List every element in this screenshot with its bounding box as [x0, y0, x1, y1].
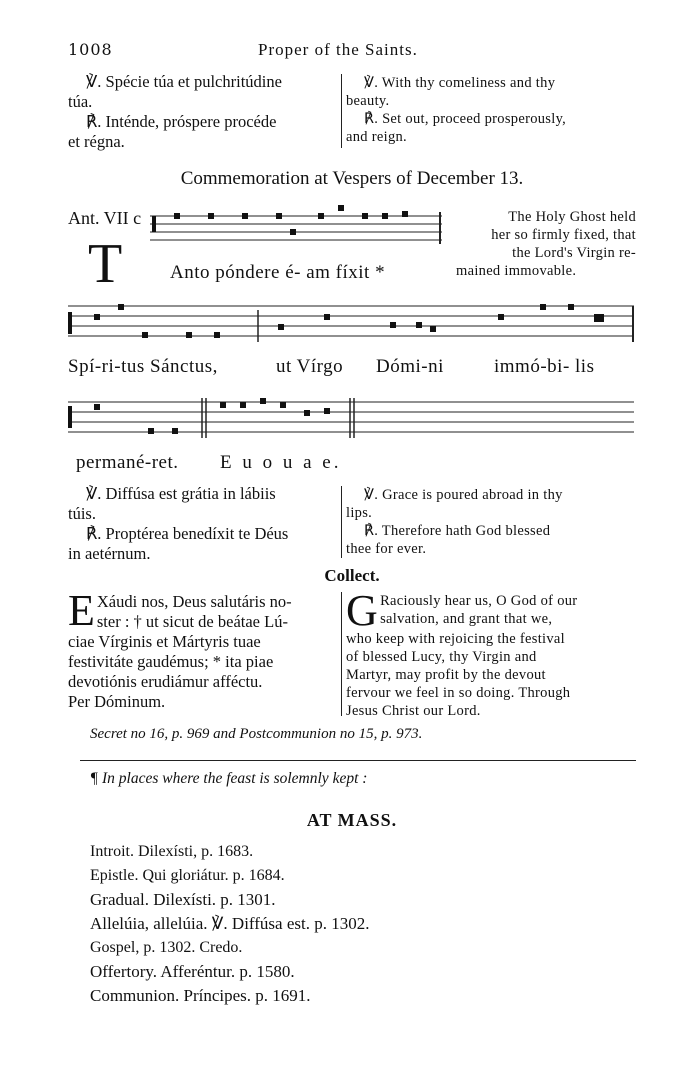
versicle1-english-line: ℟. Set out, proceed prosperously,	[364, 111, 567, 127]
euouae: E u o u a e.	[220, 452, 342, 473]
column-divider	[341, 74, 342, 148]
chant-syllables: Dómi-ni	[376, 356, 444, 377]
collect-latin-line: Per Dóminum.	[68, 692, 166, 711]
collect-latin-line: ciae Vírginis et Mártyris tuae	[68, 632, 261, 651]
page-header	[68, 40, 636, 66]
antiphon-translation	[456, 208, 636, 280]
versicle1-latin-line: ℟. Inténde, próspere procéde	[86, 112, 277, 131]
collect-english-initial: G	[346, 586, 379, 635]
collect-latin	[68, 586, 336, 712]
secret-reference: Secret no 16, p. 969 and Postcommunion no 15, p. 973.	[90, 726, 423, 742]
collect-english-line: who keep with rejoicing the festival	[346, 631, 565, 647]
antiphon-label: Ant. VII c	[68, 208, 142, 228]
versicle1-latin-line: túa.	[68, 92, 93, 111]
translation-line: the Lord's Virgin re-	[512, 245, 636, 261]
chant-syllables: immó-bi- lis	[494, 356, 595, 377]
collect-latin-line: devotiónis erudiámur afféctu.	[68, 672, 263, 691]
versicle2-latin-line: ℟. Proptérea benedíxit te Déus	[86, 524, 289, 543]
versicle2-english-line: ℟. Therefore hath God blessed	[364, 523, 551, 539]
collect-english-line: of blessed Lucy, thy Virgin and	[346, 649, 537, 665]
page-number: 1008	[68, 40, 113, 59]
antiphon-text-line3	[76, 452, 376, 478]
mass-propers-list	[90, 840, 636, 1008]
rubric: ¶ In places where the feast is solemnly kept :	[90, 770, 368, 787]
versicle1-english-line: ℣. With thy comeliness and thy	[364, 75, 556, 91]
versicle1-english	[346, 74, 634, 146]
versicle2-english-line: thee for ever.	[346, 541, 427, 557]
chant-staff-3	[68, 396, 636, 446]
versicle1-latin-line: et régna.	[68, 132, 125, 151]
mass-item-introit: Introit. Dilexísti, p. 1683.	[90, 843, 254, 860]
mass-item-gradual: Gradual. Dilexísti. p. 1301.	[90, 890, 276, 909]
versicle2-english-line: ℣. Grace is poured abroad in thy	[364, 487, 563, 503]
collect-latin-line: festivitáte gaudémus; * ita piae	[68, 652, 274, 671]
collect-title: Collect.	[324, 566, 380, 585]
versicle2-english-line: lips.	[346, 505, 373, 521]
collect-english-line: Jesus Christ our Lord.	[346, 703, 481, 719]
chant-syllables: Spí-ri-tus Sánctus,	[68, 356, 218, 377]
collect-english-line: Martyr, may profit by the devout	[346, 667, 546, 683]
collect-english-line: fervour we feel in so doing. Through	[346, 685, 571, 701]
versicle1-latin	[68, 72, 336, 152]
collect-english	[346, 586, 636, 720]
mass-item-communion: Communion. Príncipes. p. 1691.	[90, 986, 311, 1005]
divider-rule	[80, 760, 636, 761]
running-title: Proper of the Saints.	[258, 40, 418, 59]
versicle2-latin-line: túis.	[68, 504, 96, 523]
antiphon-text-line2	[68, 356, 636, 382]
mass-item-alleluia: Allelúia, allelúia. ℣. Diffúsa est. p. 1302.	[90, 914, 370, 933]
translation-line: her so firmly fixed, that	[491, 227, 636, 243]
chant-syllables: ut Vírgo	[276, 356, 344, 377]
commemoration-title: Commemoration at Vespers of December 13.	[180, 168, 524, 189]
translation-line: mained immovable.	[456, 263, 577, 279]
versicle1-english-line: and reign.	[346, 129, 407, 145]
collect-latin-line: ster : † ut sicut de beátae Lú-	[96, 612, 288, 631]
versicle1-english-line: beauty.	[346, 93, 390, 109]
mass-item-offertory: Offertory. Afferéntur. p. 1580.	[90, 962, 295, 981]
column-divider	[341, 592, 342, 716]
versicle2-latin-line: ℣. Diffúsa est grátia in lábiis	[86, 484, 276, 503]
chant-staff-1	[150, 200, 450, 250]
translation-line: The Holy Ghost held	[508, 209, 636, 225]
versicle2-latin-line: in aetérnum.	[68, 544, 151, 563]
collect-english-line: salvation, and grant that we,	[380, 611, 553, 627]
mass-item-epistle: Epistle. Qui gloriátur. p. 1684.	[90, 867, 285, 884]
chant-staff-2	[68, 300, 636, 350]
mass-item-gospel: Gospel, p. 1302. Credo.	[90, 939, 243, 956]
versicle1-latin-line: ℣. Spécie túa et pulchritúdine	[86, 72, 282, 91]
versicle2-english	[346, 486, 634, 558]
chant-syllables: permané-ret.	[76, 452, 179, 473]
versicle2-latin	[68, 484, 336, 564]
collect-latin-line: Xáudi nos, Deus salutáris no-	[96, 592, 292, 611]
antiphon-text-line1: Anto póndere é- am fíxit *	[170, 262, 386, 283]
antiphon-initial: T	[88, 233, 123, 295]
collect-english-line: Raciously hear us, O God of our	[380, 593, 578, 609]
column-divider	[341, 486, 342, 558]
mass-title: AT MASS.	[306, 810, 398, 830]
collect-latin-initial: E	[68, 586, 95, 635]
